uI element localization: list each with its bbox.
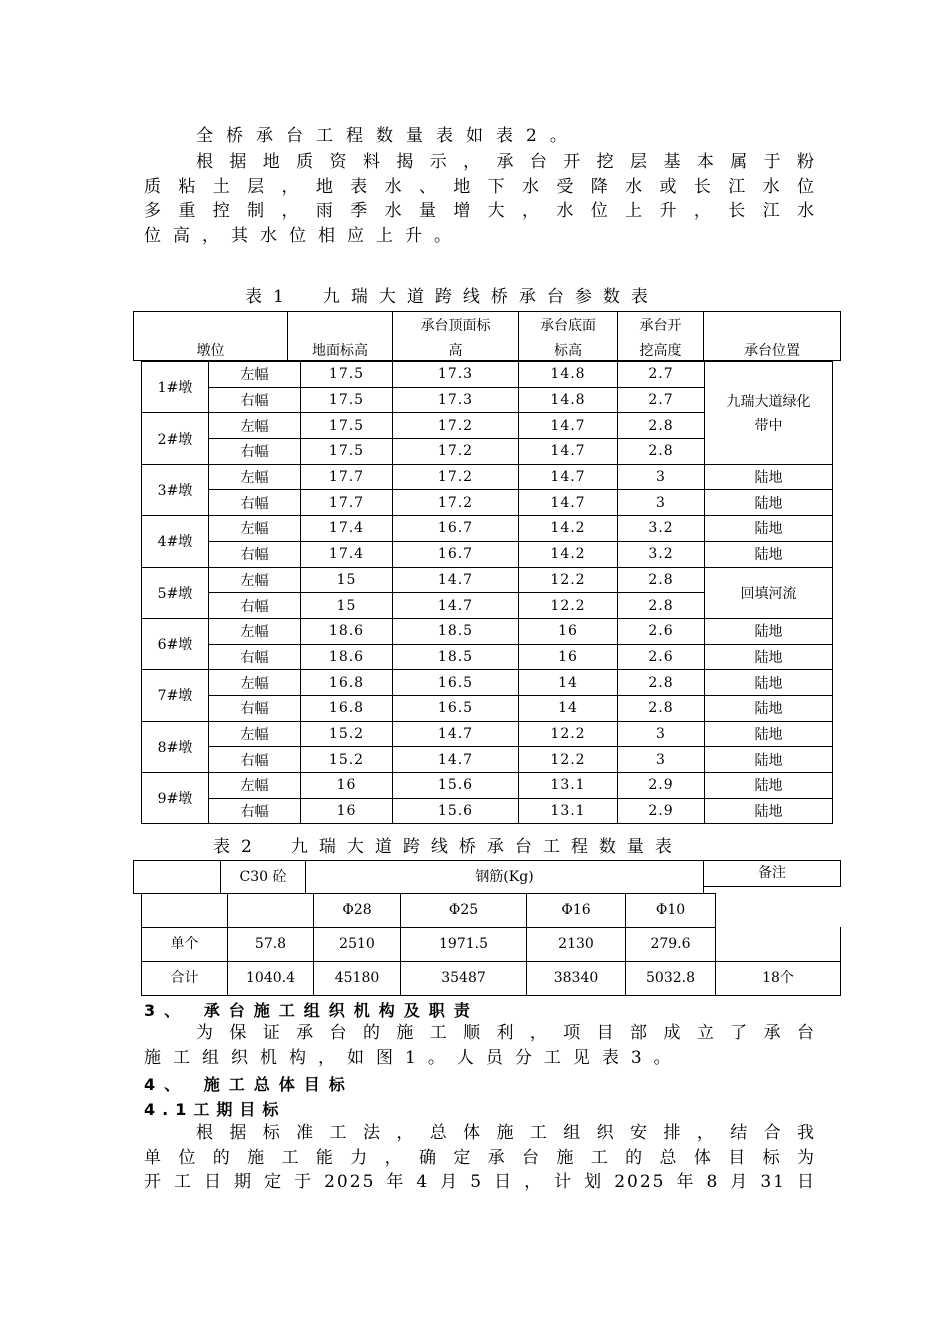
location-text: 带中 <box>754 417 783 434</box>
table1-body <box>141 361 833 824</box>
location-cell: 陆地 <box>705 516 833 542</box>
t2-diameter: Φ25 <box>400 893 527 928</box>
top-cell: 17.3 <box>393 362 519 388</box>
top-cell: 18.5 <box>393 618 519 644</box>
table-row <box>142 773 833 799</box>
bottom-cell: 12.2 <box>519 747 618 773</box>
section3-line: 施工组织机构，如图1。人员分工见表3。 <box>144 1047 683 1068</box>
section4-1-heading: 4.1工期目标 <box>144 1100 286 1119</box>
intro-line-1: 全桥承台工程数量表如表2。 <box>196 126 580 146</box>
table-row <box>142 490 833 516</box>
ground-cell: 17.7 <box>301 464 393 490</box>
side-cell: 右幅 <box>209 695 301 721</box>
top-cell: 14.7 <box>393 593 519 619</box>
table-row <box>142 670 833 696</box>
depth-cell: 2.8 <box>618 567 705 593</box>
location-cell: 陆地 <box>705 773 833 799</box>
t2-unit-value: 1971.5 <box>400 927 527 962</box>
table-row <box>142 618 833 644</box>
ground-cell: 18.6 <box>301 644 393 670</box>
t2-unit-value: 2130 <box>526 927 626 962</box>
bottom-cell: 12.2 <box>519 593 618 619</box>
table2-caption: 表2 九瑞大道跨线桥承台工程数量表 <box>213 837 683 857</box>
section4-line: 单位的施工能力，确定承台施工的总体目标为 <box>144 1147 816 1168</box>
t2-total-value: 1040.4 <box>227 961 314 996</box>
t2-concrete-header: C30 砼 <box>220 860 306 894</box>
ground-cell: 15 <box>301 593 393 619</box>
intro-para-line: 根据地质资料揭示，承台开挖层基本属于粉 <box>196 152 816 172</box>
pier-cell: 5#墩 <box>142 567 209 618</box>
t2-diameter: Φ16 <box>526 893 626 928</box>
section3-heading: 3、 承台施工组织机构及职责 <box>144 1001 479 1020</box>
pier-cell: 8#墩 <box>142 721 209 772</box>
location-cell: 陆地 <box>705 747 833 773</box>
ground-cell: 17.4 <box>301 516 393 542</box>
table-row <box>142 695 833 721</box>
t2-diameter: Φ28 <box>313 893 401 928</box>
side-cell: 左幅 <box>209 567 301 593</box>
header-location: 承台位置 <box>703 311 841 361</box>
top-cell: 14.7 <box>393 567 519 593</box>
depth-cell: 2.9 <box>618 798 705 824</box>
section3-paragraph <box>144 1021 816 1070</box>
bottom-cell: 14.2 <box>519 541 618 567</box>
location-text: 九瑞大道绿化 <box>726 393 811 410</box>
t2-total-remark: 18个 <box>715 961 841 996</box>
pier-cell: 1#墩 <box>142 362 209 413</box>
top-cell: 17.2 <box>393 413 519 439</box>
bottom-cell: 14.7 <box>519 413 618 439</box>
bottom-cell: 14.7 <box>519 490 618 516</box>
bottom-cell: 16 <box>519 618 618 644</box>
intro-para-line: 多重控制，雨季水量增大，水位上升，长江水 <box>144 201 816 221</box>
location-cell: 陆地 <box>705 464 833 490</box>
ground-cell: 16.8 <box>301 670 393 696</box>
bottom-cell: 14.8 <box>519 362 618 388</box>
bottom-cell: 14.7 <box>519 464 618 490</box>
pier-cell: 3#墩 <box>142 464 209 515</box>
side-cell: 右幅 <box>209 593 301 619</box>
location-cell: 陆地 <box>705 644 833 670</box>
pier-cell: 9#墩 <box>142 773 209 824</box>
location-cell: 陆地 <box>705 490 833 516</box>
top-cell: 17.2 <box>393 490 519 516</box>
t2-blank-cell <box>133 860 220 894</box>
t2-total-value: 35487 <box>400 961 527 996</box>
t2-unit-value: 2510 <box>313 927 401 962</box>
bottom-cell: 14.7 <box>519 439 618 465</box>
location-cell: 陆地 <box>705 695 833 721</box>
location-cell: 陆地 <box>705 721 833 747</box>
bottom-cell: 16 <box>519 644 618 670</box>
header-pier: 墩位 <box>133 311 287 361</box>
side-cell: 左幅 <box>209 362 301 388</box>
depth-cell: 2.8 <box>618 695 705 721</box>
side-cell: 右幅 <box>209 644 301 670</box>
table-row <box>142 567 833 593</box>
top-cell: 15.6 <box>393 773 519 799</box>
top-cell: 18.5 <box>393 644 519 670</box>
t2-unit-value: 57.8 <box>227 927 314 962</box>
ground-cell: 16.8 <box>301 695 393 721</box>
t2-unit-value: 279.6 <box>625 927 716 962</box>
bottom-cell: 14.8 <box>519 387 618 413</box>
intro-line <box>196 124 616 149</box>
top-cell: 14.7 <box>393 721 519 747</box>
side-cell: 左幅 <box>209 464 301 490</box>
side-cell: 右幅 <box>209 387 301 413</box>
ground-cell: 17.5 <box>301 362 393 388</box>
bottom-cell: 14 <box>519 695 618 721</box>
side-cell: 左幅 <box>209 413 301 439</box>
ground-cell: 17.5 <box>301 387 393 413</box>
depth-cell: 2.6 <box>618 644 705 670</box>
intro-paragraph <box>144 150 816 248</box>
table-row <box>142 464 833 490</box>
top-cell: 16.7 <box>393 516 519 542</box>
side-cell: 右幅 <box>209 798 301 824</box>
table1-caption: 表1 九瑞大道跨线桥承台参数表 <box>245 287 659 307</box>
depth-cell: 2.8 <box>618 593 705 619</box>
side-cell: 左幅 <box>209 773 301 799</box>
ground-cell: 15.2 <box>301 747 393 773</box>
ground-cell: 16 <box>301 773 393 799</box>
table-row <box>142 747 833 773</box>
t2-total-value: 45180 <box>313 961 401 996</box>
section4-line: 开工日期定于2025年4月5日，计划2025年8月31日 <box>144 1172 816 1192</box>
intro-para-line: 质粘土层，地表水、地下水受降水或长江水位 <box>144 176 816 197</box>
depth-cell: 2.8 <box>618 670 705 696</box>
side-cell: 右幅 <box>209 541 301 567</box>
ground-cell: 17.5 <box>301 413 393 439</box>
side-cell: 左幅 <box>209 670 301 696</box>
pier-cell: 7#墩 <box>142 670 209 721</box>
top-cell: 14.7 <box>393 747 519 773</box>
intro-para-line: 位高，其水位相应上升。 <box>144 225 463 246</box>
top-cell: 15.6 <box>393 798 519 824</box>
t2-total-value: 38340 <box>526 961 626 996</box>
side-cell: 左幅 <box>209 721 301 747</box>
t2-total-label: 合计 <box>141 961 228 996</box>
ground-cell: 17.5 <box>301 439 393 465</box>
ground-cell: 17.7 <box>301 490 393 516</box>
depth-cell: 2.8 <box>618 439 705 465</box>
t2-empty <box>227 893 314 928</box>
t2-diameter: Φ10 <box>625 893 716 928</box>
ground-cell: 15.2 <box>301 721 393 747</box>
location-cell: 陆地 <box>705 798 833 824</box>
bottom-cell: 12.2 <box>519 567 618 593</box>
depth-cell: 3 <box>618 747 705 773</box>
section4-paragraph <box>144 1121 816 1195</box>
location-cell: 陆地 <box>705 670 833 696</box>
t2-empty <box>141 893 228 928</box>
header-excavation-depth: 承台开 挖高度 <box>617 311 703 361</box>
table-row <box>142 798 833 824</box>
section3-line: 为保证承台的施工顺利，项目部成立了承台 <box>196 1023 816 1043</box>
bottom-cell: 13.1 <box>519 773 618 799</box>
t2-remark-header: 备注 <box>703 860 841 887</box>
ground-cell: 18.6 <box>301 618 393 644</box>
depth-cell: 2.8 <box>618 413 705 439</box>
ground-cell: 16 <box>301 798 393 824</box>
header-ground: 地面标高 <box>287 311 392 361</box>
depth-cell: 3.2 <box>618 541 705 567</box>
depth-cell: 2.9 <box>618 773 705 799</box>
top-cell: 16.7 <box>393 541 519 567</box>
depth-cell: 3.2 <box>618 516 705 542</box>
header-bottom-elevation: 承台底面 标高 <box>518 311 617 361</box>
location-cell <box>705 362 833 465</box>
header-top-elevation: 承台顶面标 高 <box>392 311 518 361</box>
table2 <box>133 860 841 996</box>
bottom-cell: 13.1 <box>519 798 618 824</box>
side-cell: 右幅 <box>209 439 301 465</box>
side-cell: 左幅 <box>209 618 301 644</box>
depth-cell: 3 <box>618 464 705 490</box>
depth-cell: 3 <box>618 721 705 747</box>
table-row <box>142 644 833 670</box>
depth-cell: 2.6 <box>618 618 705 644</box>
side-cell: 左幅 <box>209 516 301 542</box>
ground-cell: 17.4 <box>301 541 393 567</box>
t2-rebar-header: 钢筋(Kg) <box>305 860 704 894</box>
top-cell: 16.5 <box>393 695 519 721</box>
location-cell: 回填河流 <box>705 567 833 618</box>
side-cell: 右幅 <box>209 747 301 773</box>
depth-cell: 3 <box>618 490 705 516</box>
top-cell: 16.5 <box>393 670 519 696</box>
table-row <box>142 362 833 388</box>
table-row <box>142 541 833 567</box>
top-cell: 17.2 <box>393 439 519 465</box>
section4-heading: 4、 施工总体目标 <box>144 1075 354 1094</box>
table1-header <box>133 311 841 361</box>
pier-cell: 4#墩 <box>142 516 209 567</box>
bottom-cell: 14.2 <box>519 516 618 542</box>
table-row <box>142 516 833 542</box>
ground-cell: 15 <box>301 567 393 593</box>
section4-line: 根据标准工法，总体施工组织安排，结合我 <box>196 1123 816 1143</box>
pier-cell: 2#墩 <box>142 413 209 464</box>
table-row <box>142 721 833 747</box>
depth-cell: 2.7 <box>618 387 705 413</box>
top-cell: 17.3 <box>393 387 519 413</box>
location-cell: 陆地 <box>705 541 833 567</box>
bottom-cell: 12.2 <box>519 721 618 747</box>
depth-cell: 2.7 <box>618 362 705 388</box>
t2-total-value: 5032.8 <box>625 961 716 996</box>
location-cell: 陆地 <box>705 618 833 644</box>
top-cell: 17.2 <box>393 464 519 490</box>
t2-unit-label: 单个 <box>141 927 228 962</box>
t2-remark-side <box>715 927 841 962</box>
bottom-cell: 14 <box>519 670 618 696</box>
pier-cell: 6#墩 <box>142 618 209 669</box>
side-cell: 右幅 <box>209 490 301 516</box>
